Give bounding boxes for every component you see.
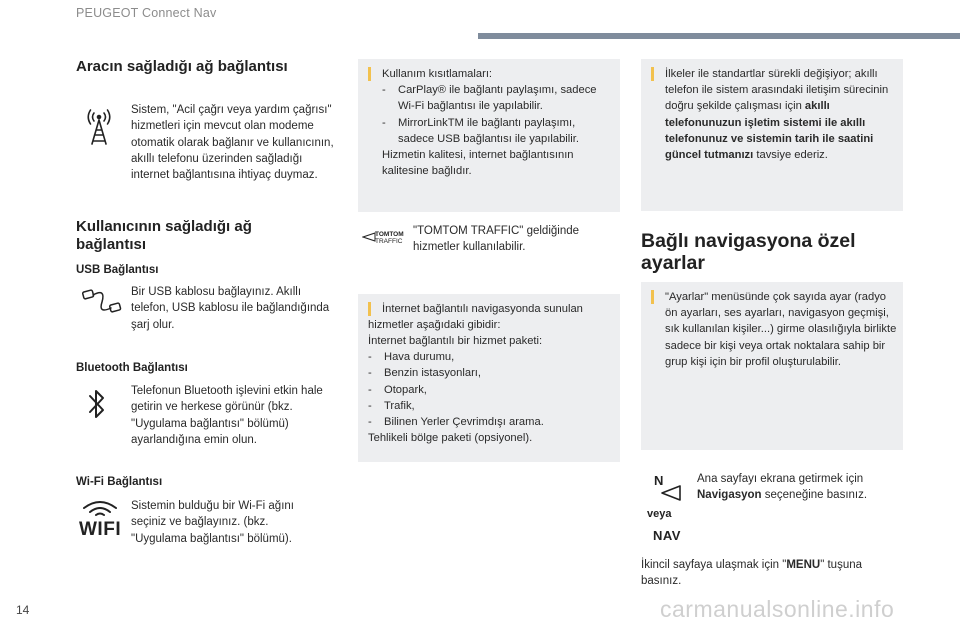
navigation-arrow-icon (660, 484, 682, 502)
vehicle-connection-text: Sistem, "Acil çağrı veya yardım çağrısı" hizmetleri için mevcut olan modeme otomatik olarak bağlanır ve kullanıcının, akıllı telefonu üzerinden sağladığı internet bağlantısına ihtiyaç duymaz. (131, 104, 334, 182)
antenna-icon (84, 108, 114, 148)
list-item: - Otopark, (368, 383, 427, 396)
list-item: - Trafik, (368, 399, 415, 412)
navigation-instruction: Ana sayfayı ekrana getirmek için Navigasyon seçeneğine basınız. (697, 473, 868, 502)
heading-connected-navigation-settings: Bağlı navigasyona özel ayarlar (641, 230, 856, 274)
restrictions-outro: Hizmetin kalitesi, internet bağlantısının kalitesine bağlıdır. (382, 149, 574, 178)
services-line2: İnternet bağlantılı bir hizmet paketi: (368, 335, 543, 347)
standards-text: İlkeler ile standartlar sürekli değişiyor; akıllı telefon ile sistem arasındaki iletişim sürecinin doğru şekilde çalışması için akıllı telefonunuzun işletim sistemi ile akıllı telefonunuz ve sistemin tarih ile saatini güncel tutmanızı tavsiye ederiz. (665, 68, 889, 162)
note-marker (651, 290, 654, 304)
page-number: 14 (16, 603, 30, 617)
menu-instruction: İkincil sayfaya ulaşmak için "MENU" tuşuna basınız. (641, 559, 863, 588)
header-bar (478, 33, 960, 39)
list-item: - Bilinen Yerler Çevrimdışı arama. (368, 416, 544, 429)
wifi-connection-title: Wi-Fi Bağlantısı (76, 476, 163, 488)
nav-button-label: NAV (653, 528, 681, 543)
nav-or-label: veya (647, 508, 672, 520)
note-marker (651, 67, 654, 81)
restrictions-note (358, 59, 620, 212)
heading-vehicle-connection: Aracın sağladığı ağ bağlantısı (76, 58, 288, 75)
watermark: carmanualsonline.info (660, 596, 895, 622)
services-outro: Tehlikeli bölge paketi (opsiyonel). (368, 432, 533, 445)
usb-connection-text: Bir USB kablosu bağlayınız. Akıllı telefon, USB kablosu ile bağlandığında şarj olur. (131, 286, 330, 331)
services-note (358, 294, 620, 462)
note-marker (368, 67, 371, 81)
bluetooth-connection-text: Telefonun Bluetooth işlevini etkin hale getirin ve herkese görünür (bkz. "Uygulama bağlantısı" bölümü) ayarlandığına emin olun. (131, 385, 323, 446)
list-item: - CarPlay® ile bağlantı paylaşımı, sadece Wi-Fi bağlantısı ile yapılabilir. (382, 84, 597, 113)
bluetooth-connection-title: Bluetooth Bağlantısı (76, 362, 188, 374)
settings-text: "Ayarlar" menüsünde çok sayıda ayar (radyo ön ayarları, ses ayarları, navigasyon geçmişi, sık kullanılan kişiler...) girme olasılığıyla birlikte sadece bir kişi veya ortak noktalara sahip bir grup kişi için bir profil oluşturulabilir. (665, 291, 897, 368)
nav-n-label: N (654, 473, 664, 488)
usb-cable-icon (82, 286, 122, 320)
wifi-icon (80, 500, 120, 516)
list-item: - MirrorLinkTM ile bağlantı paylaşımı, sadece USB bağlantısı ile yapılabilir. (382, 116, 579, 145)
tomtom-traffic-text: "TOMTOM TRAFFIC" geldiğinde hizmetler kullanılabilir. (413, 225, 580, 254)
bluetooth-icon (87, 386, 107, 422)
list-item: - Benzin istasyonları, (368, 367, 482, 380)
wifi-connection-text: Sistemin bulduğu bir Wi-Fi ağını seçiniz ve bağlayınız. (bkz. "Uygulama bağlantısı" bölümü). (131, 500, 294, 545)
settings-note (641, 282, 903, 450)
restrictions-intro: Kullanım kısıtlamaları: (382, 68, 493, 80)
list-item: - Hava durumu, (368, 351, 455, 364)
heading-user-connection: Kullanıcının sağladığı ağ bağlantısı (76, 218, 252, 253)
usb-connection-title: USB Bağlantısı (76, 264, 159, 276)
header-title: PEUGEOT Connect Nav (76, 6, 217, 20)
wifi-icon-label: WIFI (79, 519, 122, 540)
standards-note (641, 59, 903, 211)
services-intro: İnternet bağlantılı navigasyonda sunulan hizmetler aşağıdaki gibidir: (368, 303, 583, 332)
